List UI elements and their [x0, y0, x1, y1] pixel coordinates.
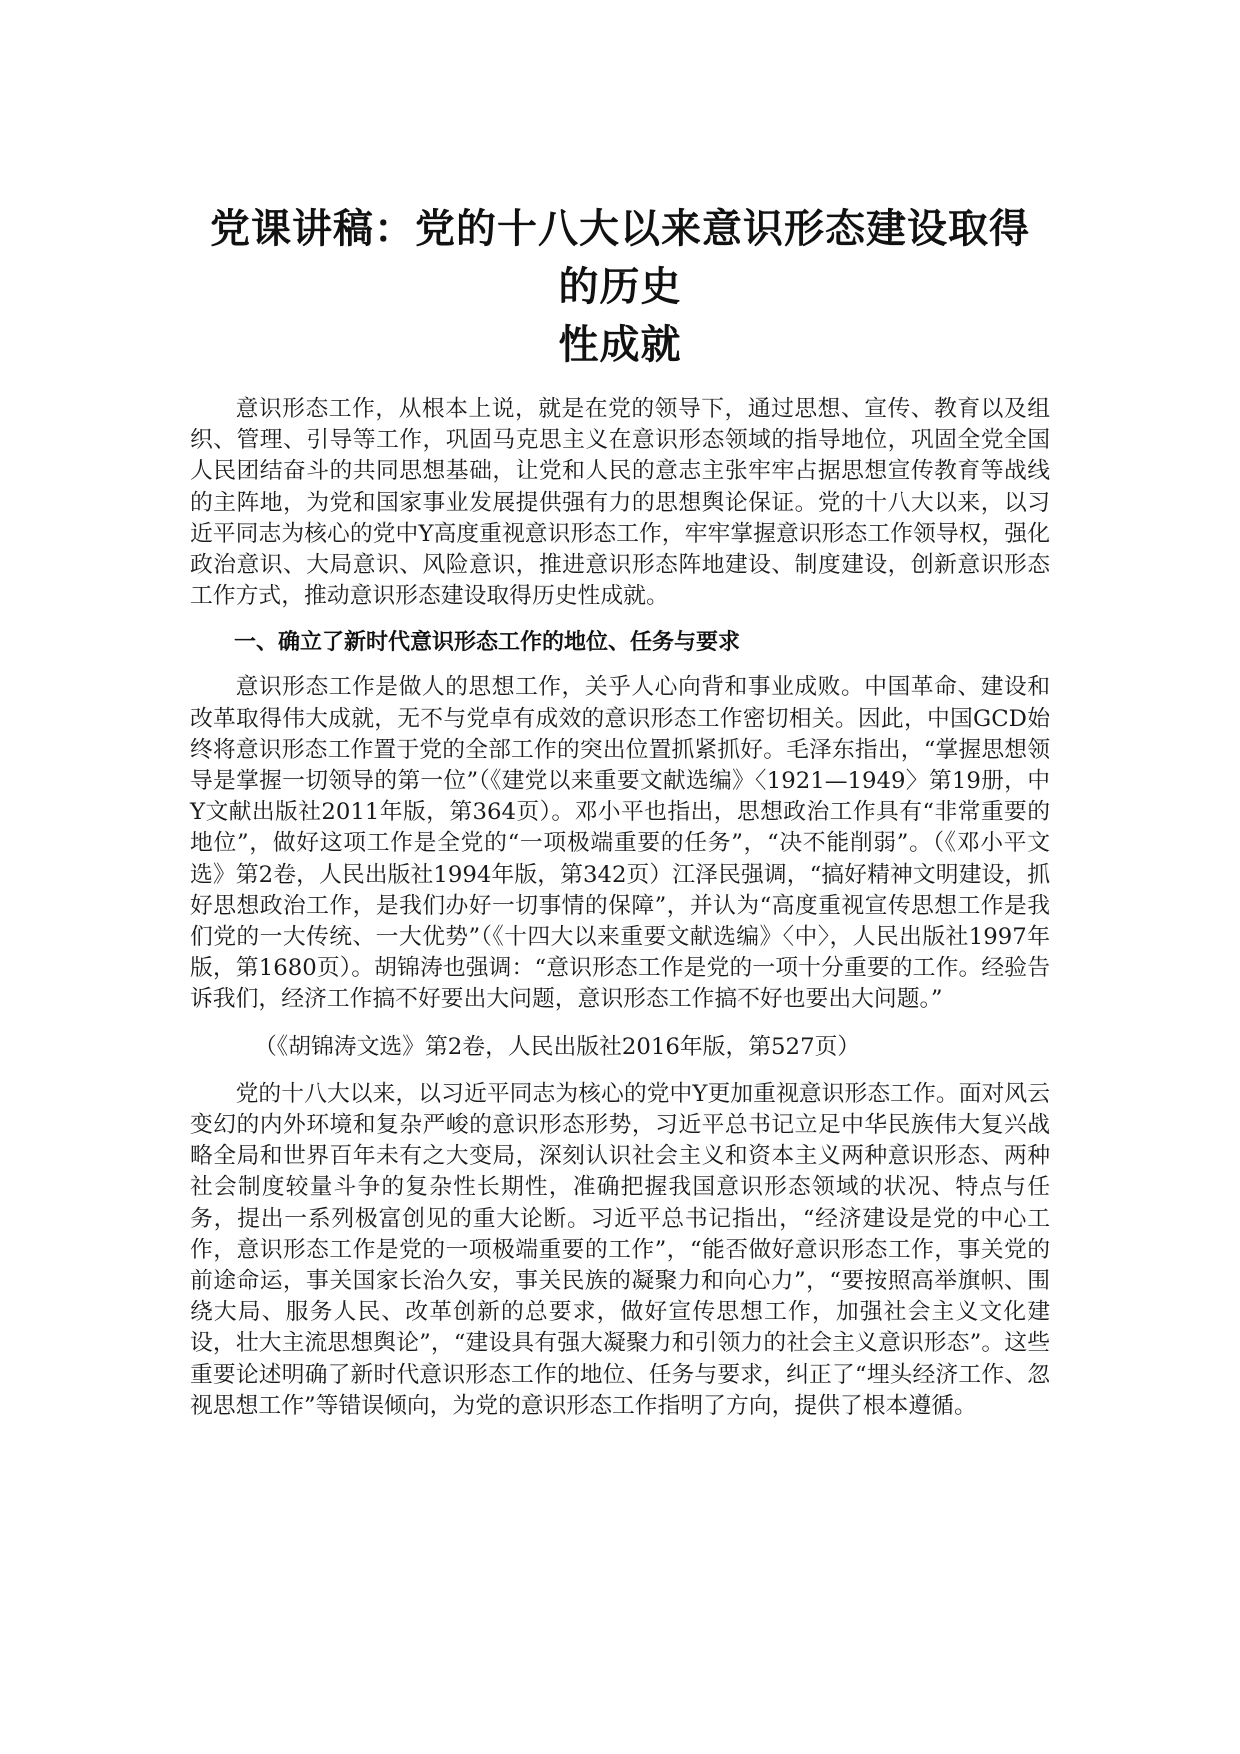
title-line-2: 性成就 [558, 322, 682, 368]
citation-line: （《胡锦涛文选》第2卷，人民出版社2016年版，第527页） [254, 1033, 861, 1060]
paragraph-since-18th-congress: 党的十八大以来，以习近平同志为核心的党中Y更加重视意识形态工作。面对风云变幻的内外环境和复杂严峻的意识形态形势，习近平总书记立足中华民族伟大复兴战略全局和世界百年未有之大变局，深刻认识社会主义和资本主义两种意识形态、两种社会制度较量斗争的复杂性长期性，准确把握我国意识形态领域的状况、特点与任务，提出一系列极富创见的重大论断。习近平总书记指出，“经济建设是党的中心工作，意识形态工作是党的一项极端重要的工作”，“能否做好意识形态工作，事关党的前途命运，事关国家长治久安，事关民族的凝聚力和向心力”，“要按照高举旗帜、围绕大局、服务人民、改革创新的总要求，做好宣传思想工作，加强社会主义文化建设，壮大主流思想舆论”，“建设具有强大凝聚力和引领力的社会主义意识形态”。这些重要论述明确了新时代意识形态工作的地位、任务与要求，纠正了“埋头经济工作、忽视思想工作”等错误倾向，为党的意识形态工作指明了方向，提供了根本遵循。 [190, 1080, 1050, 1419]
document-body [190, 200, 1050, 1422]
title-line-1: 党课讲稿：党的十八大以来意识形态建设取得的历史 [210, 206, 1030, 310]
paragraph-intro: 意识形态工作，从根本上说，就是在党的领导下，通过思想、宣传、教育以及组织、管理、引导等工作，巩固马克思主义在意识形态领域的指导地位，巩固全党全国人民团结奋斗的共同思想基础，让党和人民的意志主张牢牢占据思想宣传教育等战线的主阵地，为党和国家事业发展提供强有力的思想舆论保证。党的十八大以来，以习近平同志为核心的党中Y高度重视意识形态工作，牢牢掌握意识形态工作领导权，强化政治意识、大局意识、风险意识，推进意识形态阵地建设、制度建设，创新意识形态工作方式，推动意识形态建设取得历史性成就。 [190, 396, 1050, 610]
section-heading-1: 一、确立了新时代意识形态工作的地位、任务与要求 [234, 630, 741, 656]
paragraph-ideology-history: 意识形态工作是做人的思想工作，关乎人心向背和事业成败。中国革命、建设和改革取得伟大成就，无不与党卓有成效的意识形态工作密切相关。因此，中国GCD始终将意识形态工作置于党的全部工作的突出位置抓紧抓好。毛泽东指出，“掌握思想领导是掌握一切领导的第一位”（《建党以来重要文献选编》〈1921—1949〉第19册，中Y文献出版社2011年版，第364页）。邓小平也指出，思想政治工作具有“非常重要的地位”，做好这项工作是全党的“一项极端重要的任务”，“决不能削弱”。（《邓小平文选》第2卷，人民出版社1994年版，第342页）江泽民强调，“搞好精神文明建设，抓好思想政治工作，是我们办好一切事情的保障”，并认为“高度重视宣传思想工作是我们党的一大传统、一大优势”（《十四大以来重要文献选编》〈中〉，人民出版社1997年版，第1680页）。胡锦涛也强调：“意识形态工作是党的一项十分重要的工作。经验告诉我们，经济工作搞不好要出大问题，意识形态工作搞不好也要出大问题。” [190, 674, 1050, 1013]
document-title [190, 200, 1050, 374]
